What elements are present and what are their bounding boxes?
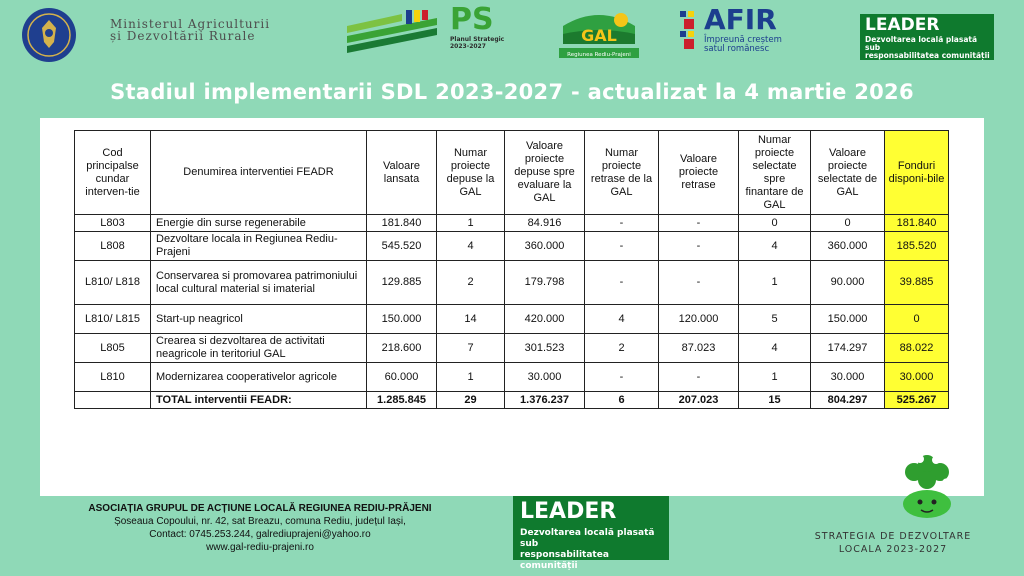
gal-logo bbox=[553, 4, 645, 62]
cell-value-selected: 0 bbox=[811, 215, 885, 232]
cell-name: Modernizarea cooperativelor agricole bbox=[151, 363, 367, 392]
ps-title: PS bbox=[450, 2, 494, 37]
cell-value-selected: 360.000 bbox=[811, 232, 885, 261]
cell-projects-withdrawn: - bbox=[585, 215, 659, 232]
table-total-row bbox=[75, 392, 949, 409]
organization-name: ASOCIAȚIA GRUPUL DE ACȚIUNE LOCALĂ REGIUNEA REDIU-PRĂJENI bbox=[88, 503, 432, 514]
cell-total-projects-submitted: 29 bbox=[437, 392, 505, 409]
strategy-line-2: LOCALA 2023-2027 bbox=[838, 544, 948, 555]
header-value-launched: Valoare lansata bbox=[367, 131, 437, 215]
organization-contact: Contact: 0745.253.244, galrediuprajeni@yahoo.ro bbox=[149, 529, 371, 540]
cell-total-value-selected: 804.297 bbox=[811, 392, 885, 409]
cell-name: Start-up neagricol bbox=[151, 305, 367, 334]
cell-value-submitted: 84.916 bbox=[505, 215, 585, 232]
table-header-row bbox=[75, 131, 949, 215]
cell-projects-submitted: 4 bbox=[437, 232, 505, 261]
cell-projects-withdrawn: - bbox=[585, 261, 659, 305]
cell-value-selected: 90.000 bbox=[811, 261, 885, 305]
afir-title: AFIR bbox=[704, 3, 777, 36]
cell-projects-selected: 1 bbox=[739, 363, 811, 392]
cell-code: L803 bbox=[75, 215, 151, 232]
cell-funds-available: 39.885 bbox=[885, 261, 949, 305]
cell-value-selected: 150.000 bbox=[811, 305, 885, 334]
cell-value-selected: 30.000 bbox=[811, 363, 885, 392]
header-value-submitted: Valoare proiecte depuse spre evaluare la GAL bbox=[505, 131, 585, 215]
cell-projects-withdrawn: 2 bbox=[585, 334, 659, 363]
strategy-line-1: STRATEGIA DE DEZVOLTARE bbox=[814, 531, 972, 542]
cell-projects-submitted: 1 bbox=[437, 363, 505, 392]
table-card bbox=[40, 118, 984, 496]
cell-funds-available: 30.000 bbox=[885, 363, 949, 392]
cell-projects-selected: 4 bbox=[739, 232, 811, 261]
header-funds-available: Fonduri disponi-bile bbox=[885, 131, 949, 215]
leader-logo-bottom bbox=[513, 496, 669, 571]
cell-total-funds-available: 525.267 bbox=[885, 392, 949, 409]
leader-bottom-sub-1: Dezvoltarea locală plasată sub bbox=[520, 528, 655, 549]
logo-bar bbox=[0, 0, 1024, 70]
cell-name: Crearea si dezvoltarea de activitati neagricole in teritoriul GAL bbox=[151, 334, 367, 363]
cell-funds-available: 88.022 bbox=[885, 334, 949, 363]
cell-projects-selected: 5 bbox=[739, 305, 811, 334]
sdl-implementation-table bbox=[74, 130, 949, 409]
header-projects-selected: Numar proiecte selectate spre finantare de GAL bbox=[739, 131, 811, 215]
cell-value-submitted: 30.000 bbox=[505, 363, 585, 392]
cell-funds-available: 185.520 bbox=[885, 232, 949, 261]
cell-value-withdrawn: - bbox=[659, 232, 739, 261]
cell-projects-submitted: 7 bbox=[437, 334, 505, 363]
organization-info bbox=[60, 502, 460, 554]
organization-website[interactable]: www.gal-rediu-prajeni.ro bbox=[206, 542, 314, 553]
cell-projects-selected: 4 bbox=[739, 334, 811, 363]
cell-total-empty bbox=[75, 392, 151, 409]
ministry-line-1: Ministerul Agriculturii bbox=[110, 17, 271, 31]
cell-code: L810 bbox=[75, 363, 151, 392]
table-row bbox=[75, 363, 949, 392]
leader-bottom-sub-2: responsabilitatea comunității bbox=[520, 550, 609, 571]
table-row bbox=[75, 215, 949, 232]
strategy-caption bbox=[808, 530, 978, 556]
gal-logo-text: GAL bbox=[581, 26, 617, 45]
cell-name: Energie din surse regenerabile bbox=[151, 215, 367, 232]
cell-projects-withdrawn: - bbox=[585, 363, 659, 392]
cell-projects-selected: 1 bbox=[739, 261, 811, 305]
cell-value-withdrawn: - bbox=[659, 261, 739, 305]
cell-projects-withdrawn: - bbox=[585, 232, 659, 261]
table-row bbox=[75, 232, 949, 261]
cell-projects-submitted: 1 bbox=[437, 215, 505, 232]
ps-line-1: Planul Strategic bbox=[450, 36, 505, 43]
cell-value-launched: 150.000 bbox=[367, 305, 437, 334]
cell-value-launched: 129.885 bbox=[367, 261, 437, 305]
cell-code: L810/ L815 bbox=[75, 305, 151, 334]
ps-line-2: 2023-2027 bbox=[450, 43, 486, 50]
cell-code: L805 bbox=[75, 334, 151, 363]
ministry-logo bbox=[110, 18, 270, 42]
cell-name: Dezvoltare locala in Regiunea Rediu-Prajeni bbox=[151, 232, 367, 261]
cell-total-value-submitted: 1.376.237 bbox=[505, 392, 585, 409]
cell-code: L808 bbox=[75, 232, 151, 261]
cell-total-value-launched: 1.285.845 bbox=[367, 392, 437, 409]
header-value-withdrawn: Valoare proiecte retrase bbox=[659, 131, 739, 215]
cell-projects-withdrawn: 4 bbox=[585, 305, 659, 334]
cell-total-value-withdrawn: 207.023 bbox=[659, 392, 739, 409]
cell-projects-submitted: 14 bbox=[437, 305, 505, 334]
page-title: Stadiul implementarii SDL 2023-2027 - actualizat la 4 martie 2026 bbox=[110, 80, 914, 104]
cell-value-withdrawn: 87.023 bbox=[659, 334, 739, 363]
afir-emblem-icon bbox=[678, 9, 700, 53]
table-row bbox=[75, 334, 949, 363]
cell-value-withdrawn: 120.000 bbox=[659, 305, 739, 334]
cell-value-submitted: 360.000 bbox=[505, 232, 585, 261]
cell-value-launched: 218.600 bbox=[367, 334, 437, 363]
header-projects-submitted: Numar proiecte depuse la GAL bbox=[437, 131, 505, 215]
organization-address: Șoseaua Copoului, nr. 42, sat Breazu, comuna Rediu, județul Iași, bbox=[114, 516, 406, 527]
cell-total-label: TOTAL interventii FEADR: bbox=[151, 392, 367, 409]
ps-logo bbox=[450, 4, 520, 60]
cell-total-projects-selected: 15 bbox=[739, 392, 811, 409]
leader-title: LEADER bbox=[865, 15, 940, 35]
leader-bottom-title: LEADER bbox=[520, 499, 617, 524]
afir-logo bbox=[678, 5, 808, 61]
cell-value-submitted: 301.523 bbox=[505, 334, 585, 363]
leader-sub-1: Dezvoltarea locală plasată sub bbox=[865, 35, 978, 52]
header-name: Denumirea interventiei FEADR bbox=[151, 131, 367, 215]
clover-mascot-icon bbox=[896, 450, 958, 520]
cell-funds-available: 181.840 bbox=[885, 215, 949, 232]
cell-value-withdrawn: - bbox=[659, 215, 739, 232]
leader-logo-top bbox=[860, 14, 994, 60]
cell-value-selected: 174.297 bbox=[811, 334, 885, 363]
leader-sub-2: responsabilitatea comunității bbox=[865, 51, 990, 60]
ps-stripes-icon bbox=[342, 8, 442, 58]
cell-code: L810/ L818 bbox=[75, 261, 151, 305]
romanian-government-crest-icon bbox=[10, 6, 88, 64]
cell-projects-selected: 0 bbox=[739, 215, 811, 232]
cell-value-launched: 181.840 bbox=[367, 215, 437, 232]
header-code: Cod principalse cundar interven-tie bbox=[75, 131, 151, 215]
table-row bbox=[75, 305, 949, 334]
header-projects-withdrawn: Numar proiecte retrase de la GAL bbox=[585, 131, 659, 215]
afir-subtitle bbox=[704, 36, 782, 54]
afir-subtitle-1: Împreună creștem bbox=[704, 35, 782, 45]
table-row bbox=[75, 261, 949, 305]
afir-subtitle-2: satul românesc bbox=[704, 44, 770, 54]
cell-value-submitted: 179.798 bbox=[505, 261, 585, 305]
cell-value-submitted: 420.000 bbox=[505, 305, 585, 334]
cell-funds-available: 0 bbox=[885, 305, 949, 334]
cell-value-launched: 60.000 bbox=[367, 363, 437, 392]
cell-value-launched: 545.520 bbox=[367, 232, 437, 261]
cell-projects-submitted: 2 bbox=[437, 261, 505, 305]
ministry-line-2: și Dezvoltării Rurale bbox=[110, 29, 256, 43]
gal-logo-subtitle: Regiunea Rediu-Prajeni bbox=[567, 52, 631, 58]
cell-total-projects-withdrawn: 6 bbox=[585, 392, 659, 409]
header-value-selected: Valoare proiecte selectate de GAL bbox=[811, 131, 885, 215]
cell-value-withdrawn: - bbox=[659, 363, 739, 392]
cell-name: Conservarea si promovarea patrimoniului local cultural material si imaterial bbox=[151, 261, 367, 305]
